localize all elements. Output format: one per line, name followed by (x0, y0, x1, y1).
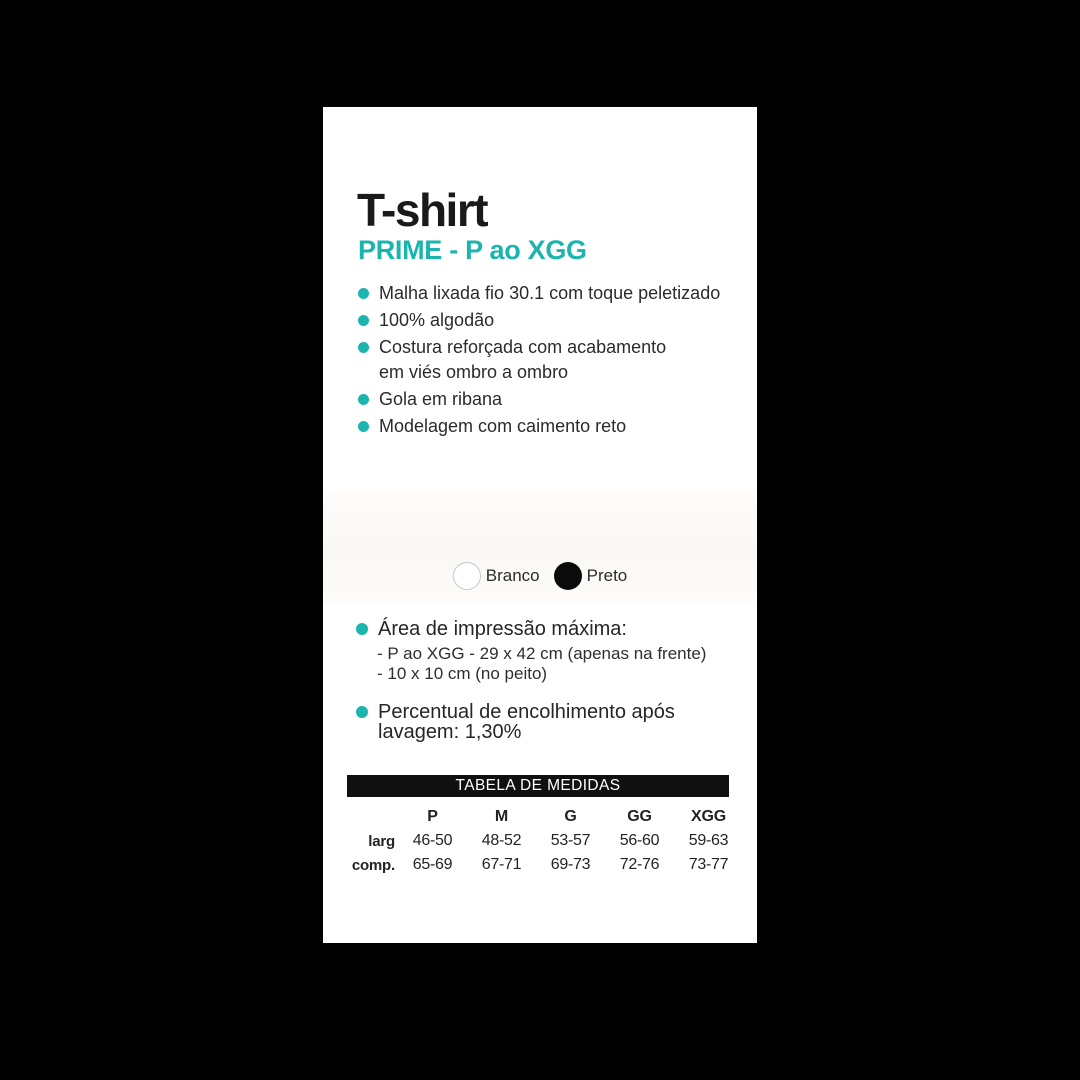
feature-item (323, 308, 757, 333)
shrinkage-section (323, 702, 757, 742)
print-area-heading: Área de impressão máxima: (323, 616, 757, 642)
table-cell: 56-60 (619, 832, 660, 849)
feature-list (323, 281, 757, 441)
feature-text: Malha lixada fio 30.1 com toque peletizado (379, 283, 721, 303)
print-area-details (323, 644, 757, 684)
table-cell: 69-73 (550, 856, 591, 873)
size-column-header: P (427, 808, 438, 825)
shrinkage-line: lavagem: 1,30% (378, 721, 522, 743)
table-cell: 65-69 (412, 856, 453, 873)
feature-text: em viés ombro a ombro (379, 362, 569, 382)
size-column-header: G (564, 808, 577, 825)
table-cell: 48-52 (481, 832, 522, 849)
row-label-larg: larg (368, 832, 395, 850)
print-area-line: - 10 x 10 cm (no peito) (377, 664, 548, 683)
size-column-header: XGG (691, 808, 726, 825)
feature-text: Gola em ribana (379, 389, 503, 409)
table-cell: 73-77 (688, 856, 729, 873)
table-cell: 59-63 (688, 832, 729, 849)
product-subtitle: PRIME - P ao XGG (358, 235, 587, 265)
size-table-header-bar (347, 775, 729, 797)
color-option-branco[interactable] (453, 562, 540, 590)
feature-text: Costura reforçada com acabamento (379, 337, 667, 357)
table-cell: 53-57 (550, 832, 591, 849)
table-cell: 46-50 (412, 832, 453, 849)
shrinkage-text (323, 702, 757, 742)
size-column-header: M (494, 808, 509, 825)
feature-text: Modelagem com caimento reto (379, 416, 627, 436)
size-table (347, 805, 743, 877)
size-table-title: TABELA DE MEDIDAS (455, 777, 621, 794)
print-area-section (323, 616, 757, 684)
shrinkage-line: Percentual de encolhimento após (378, 701, 675, 723)
feature-item (323, 387, 757, 412)
feature-item (323, 414, 757, 439)
size-column-header: GG (627, 808, 652, 825)
product-spec-card (323, 107, 757, 943)
product-title: T-shirt (357, 184, 488, 236)
feature-item (323, 281, 757, 306)
print-area-line: - P ao XGG - 29 x 42 cm (apenas na frente) (377, 644, 707, 663)
white-color-swatch[interactable] (453, 562, 481, 590)
color-options (323, 562, 757, 590)
color-label: Preto (586, 566, 628, 585)
row-label-comp: comp. (351, 856, 395, 874)
color-label: Branco (485, 566, 540, 585)
black-color-swatch[interactable] (554, 562, 582, 590)
feature-item (323, 335, 757, 385)
feature-text: 100% algodão (379, 310, 495, 330)
table-cell: 67-71 (481, 856, 522, 873)
color-option-preto[interactable] (554, 562, 628, 590)
table-cell: 72-76 (619, 856, 660, 873)
